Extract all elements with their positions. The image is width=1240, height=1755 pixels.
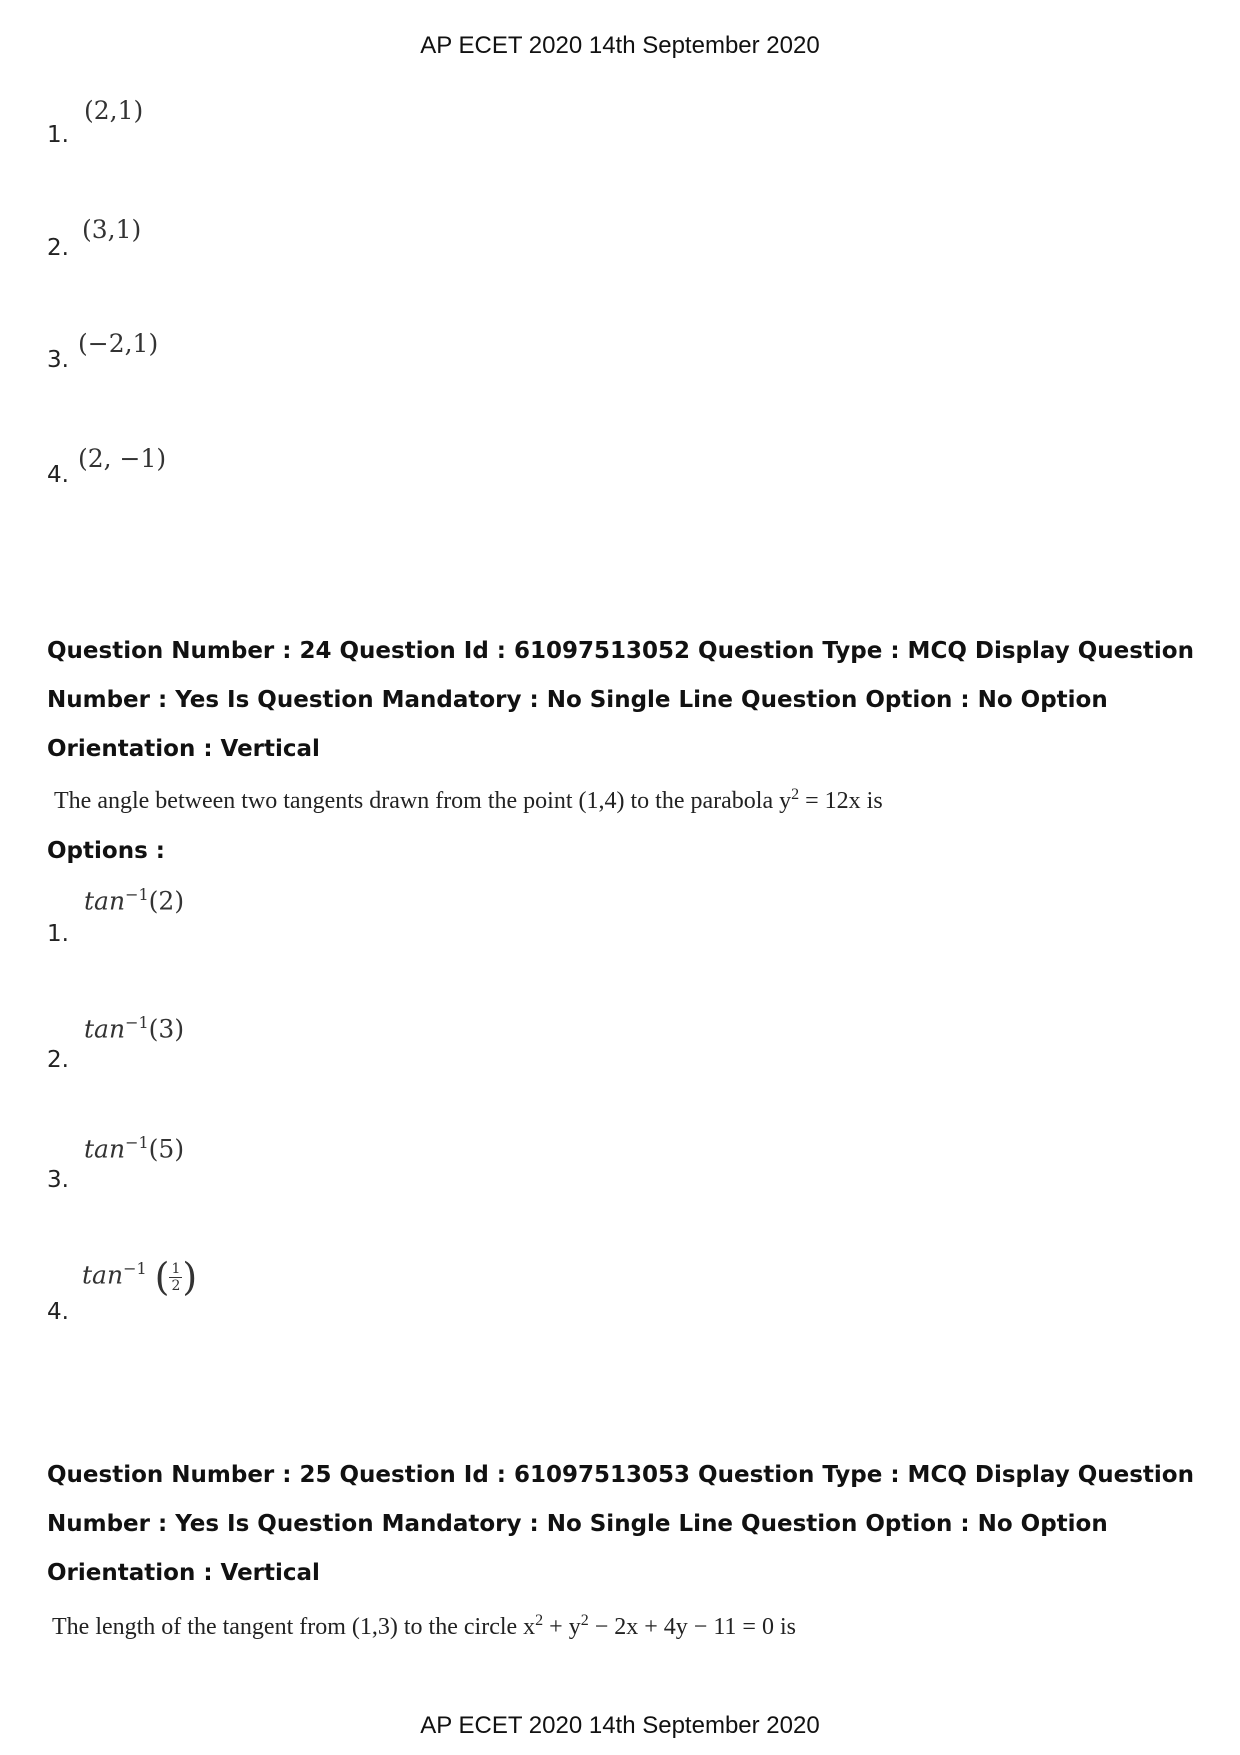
option-number: 1. bbox=[47, 122, 69, 148]
question-25-sup2: 2 bbox=[580, 1612, 589, 1629]
option-expression: (2,1) bbox=[84, 96, 144, 125]
question-24-text bbox=[54, 786, 883, 815]
question-25-text-mid: + y bbox=[543, 1614, 581, 1640]
options-label: Options : bbox=[47, 838, 165, 864]
option-expression: $\tan^{-1}$ ( $\frac{1}{2}$ ) bbox=[82, 1255, 198, 1299]
option-number: 4. bbox=[47, 462, 69, 488]
question-24-text-sup: 2 bbox=[791, 786, 800, 803]
superscript: −1 bbox=[125, 1013, 149, 1032]
tan-function: tan bbox=[84, 886, 126, 916]
option-number: 4. bbox=[47, 1299, 69, 1325]
fraction-numerator: 1 bbox=[171, 1260, 181, 1277]
option-number: 3. bbox=[47, 347, 69, 373]
question-24-meta: Question Number : 24 Question Id : 61097513052 Question Type : MCQ Display Question Number : Yes Is Question Mandatory : No Single Line Question Option : No Option Orientation : Vertical bbox=[47, 638, 1194, 762]
question-24-text-before: The angle between two tangents drawn from the point (1,4) to the parabola y bbox=[54, 788, 792, 814]
question-25-text-after: − 2x + 4y − 11 = 0 is bbox=[588, 1614, 796, 1640]
question-25-text bbox=[52, 1612, 796, 1641]
tan-function: tan bbox=[82, 1260, 124, 1290]
option-expression bbox=[84, 885, 184, 915]
superscript: −1 bbox=[125, 1133, 149, 1152]
option-number: 3. bbox=[47, 1167, 69, 1193]
fraction-denominator: 2 bbox=[171, 1277, 181, 1294]
argument: (5) bbox=[148, 1134, 185, 1164]
superscript: −1 bbox=[125, 885, 149, 904]
argument: (2) bbox=[148, 886, 185, 916]
option-expression bbox=[84, 1013, 184, 1043]
argument: (3) bbox=[148, 1014, 185, 1044]
page-footer: AP ECET 2020 14th September 2020 bbox=[420, 1712, 820, 1739]
fraction bbox=[169, 1261, 182, 1294]
option-number: 2. bbox=[47, 235, 69, 261]
question-25-text-before: The length of the tangent from (1,3) to the circle x bbox=[52, 1614, 536, 1640]
tan-function: tan bbox=[84, 1014, 126, 1044]
superscript: −1 bbox=[123, 1259, 147, 1279]
question-25-meta: Question Number : 25 Question Id : 61097513053 Question Type : MCQ Display Question Number : Yes Is Question Mandatory : No Single Line Question Option : No Option Orientation : Vertical bbox=[47, 1462, 1194, 1586]
option-expression: (−2,1) bbox=[78, 329, 159, 358]
option-expression: (2, −1) bbox=[78, 444, 167, 473]
option-expression: (3,1) bbox=[82, 215, 142, 244]
tan-function: tan bbox=[84, 1134, 126, 1164]
option-expression bbox=[84, 1133, 184, 1163]
option-number: 2. bbox=[47, 1047, 69, 1073]
question-24-text-after: = 12x is bbox=[799, 788, 883, 814]
option-number: 1. bbox=[47, 921, 69, 947]
question-25-sup1: 2 bbox=[535, 1612, 544, 1629]
page-header: AP ECET 2020 14th September 2020 bbox=[420, 32, 820, 59]
